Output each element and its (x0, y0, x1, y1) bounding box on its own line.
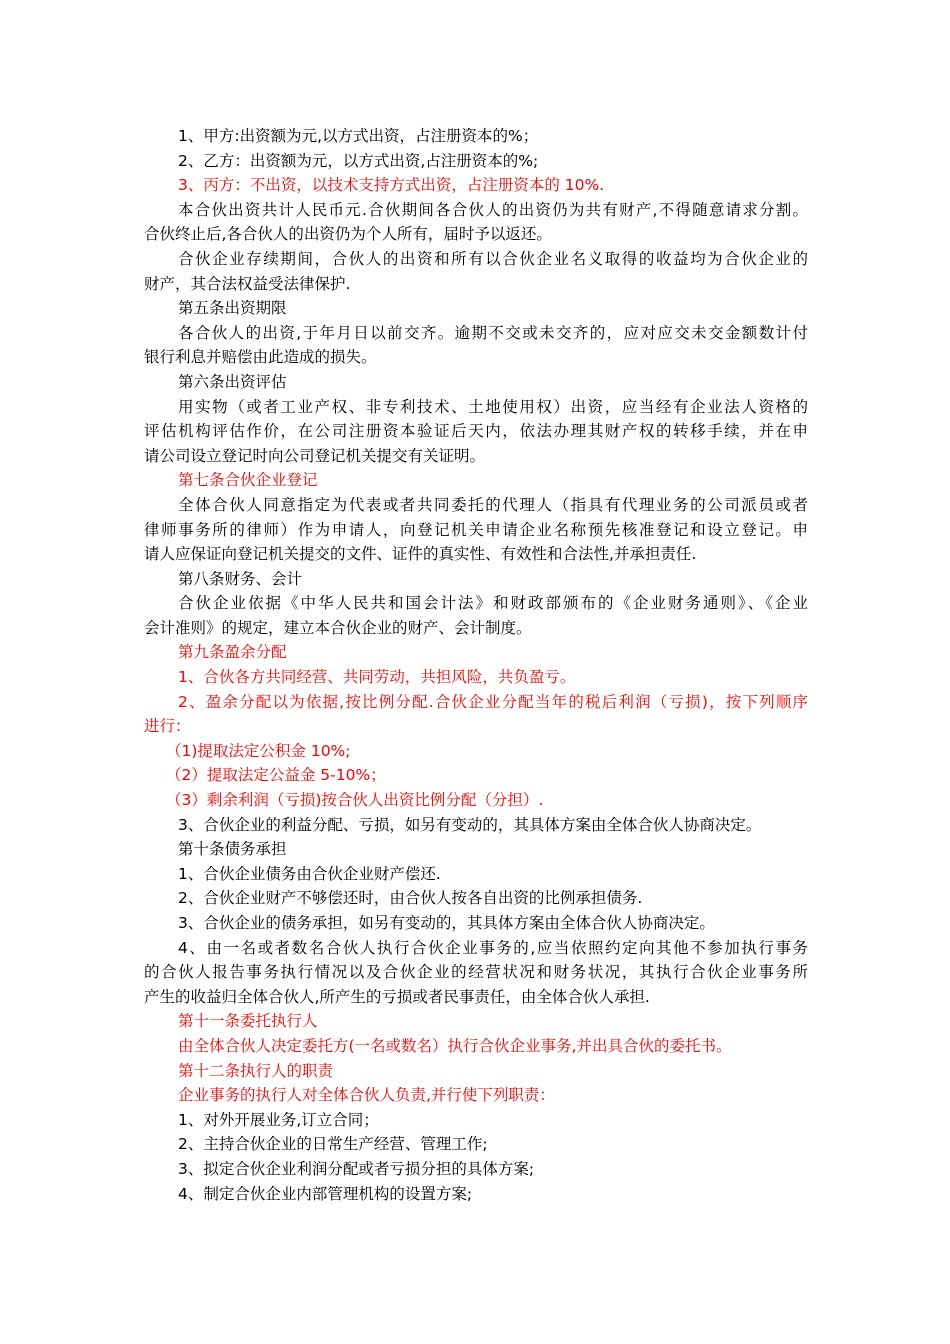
text-line: 1、对外开展业务,订立合同； (178, 1110, 379, 1129)
text-line: 由全体合伙人决定委托方(一名或数名）执行合伙企业事务,并出具合伙的委托书。 (178, 1036, 732, 1055)
text-line: 第九条盈余分配 (178, 643, 287, 662)
text-line: 2、合伙企业财产不够偿还时，由合伙人按各自出资的比例承担债务. (178, 889, 643, 908)
text-line: （2）提取法定公益金 5-10%； (166, 766, 386, 785)
text-line: 3、丙方：不出资，以技术支持方式出资，占注册资本的 10%. (178, 176, 605, 195)
text-line: 第十条债务承担 (178, 840, 287, 859)
text-line: 本合伙出资共计人民币元.合伙期间各合伙人的出资仍为共有财产,不得随意请求分割。 (178, 200, 808, 219)
text-line: 全体合伙人同意指定为代表或者共同委托的代理人（指具有代理业务的公司派员或者 (178, 495, 808, 514)
text-line: 3、合伙企业的债务承担，如另有变动的，其具体方案由全体合伙人协商决定。 (178, 914, 715, 932)
text-line: 律师事务所的律师）作为申请人，向登记机关申请企业名称预先核准登记和设立登记。申 (144, 520, 808, 539)
text-line: 第十二条执行人的职责 (178, 1061, 334, 1080)
text-line: （3）剩余利润（亏损)按合伙人出资比例分配（分担）. (166, 791, 544, 810)
text-line: 2、主持合伙企业的日常生产经营、管理工作; (178, 1135, 488, 1154)
text-line: 4、由一名或者数名合伙人执行合伙企业事务的,应当依照约定向其他不参加执行事务 (178, 938, 808, 957)
text-line: 1、甲方:出资额为元,以方式出资，占注册资本的%； (178, 127, 539, 145)
text-line: 会计准则》的规定，建立本合伙企业的财产、会计制度。 (144, 618, 532, 637)
text-line: 银行利息并赔偿由此造成的损失。 (144, 348, 377, 367)
text-line: 4、制定合伙企业内部管理机构的设置方案; (178, 1184, 473, 1203)
text-line: 第六条出资评估 (178, 372, 287, 391)
text-line: 财产，其合法权益受法律保护. (144, 274, 351, 293)
text-line: 1、合伙各方共同经营、共同劳动，共担风险，共负盈亏。 (178, 668, 576, 687)
text-line: 第五条出资期限 (178, 299, 287, 318)
text-line: 合伙终止后,各合伙人的出资仍为个人所有，届时予以返还。 (144, 225, 552, 244)
text-line: 3、合伙企业的利益分配、亏损，如另有变动的，其具体方案由全体合伙人协商决定。 (178, 815, 762, 834)
text-line: 用实物（或者工业产权、非专利技术、土地使用权）出资，应当经有企业法人资格的 (178, 397, 808, 416)
text-line: 合伙企业存续期间，合伙人的出资和所有以合伙企业名义取得的收益均为合伙企业的 (178, 249, 808, 268)
text-line: 进行： (144, 717, 191, 736)
text-line: 2、乙方：出资额为元，以方式出资,占注册资本的%; (178, 151, 539, 170)
text-line: 请人应保证向登记机关提交的文件、证件的真实性、有效性和合法性,并承担责任. (144, 545, 697, 564)
text-line: 第八条财务、会计 (178, 569, 303, 588)
text-line: 产生的收益归全体合伙人,所产生的亏损或者民事责任，由全体合伙人承担. (144, 987, 650, 1006)
text-line: 请公司设立登记时向公司登记机关提交有关证明。 (144, 446, 486, 465)
text-line: 2、盈余分配以为依据,按比例分配.合伙企业分配当年的税后利润（亏损)，按下列顺序 (178, 692, 808, 711)
text-line: 合伙企业依据《中华人民共和国会计法》和财政部颁布的《企业财务通则》、《企业 (178, 594, 808, 613)
text-line: 1、合伙企业债务由合伙企业财产偿还. (178, 864, 441, 883)
text-line: （1)提取法定公积金 10%; (166, 741, 351, 760)
document-body (144, 124, 808, 1206)
text-line: 第七条合伙企业登记 (178, 471, 318, 490)
text-line: 评估机构评估作价，在公司注册资本验证后天内，依法办理其财产权的转移手续，并在申 (144, 422, 808, 441)
text-line: 各合伙人的出资,于年月日以前交齐。逾期不交或未交齐的，应对应交未交金额数计付 (178, 323, 808, 342)
text-line: 第十一条委托执行人 (178, 1012, 318, 1031)
text-line: 的合伙人报告事务执行情况以及合伙企业的经营状况和财务状况，其执行合伙企业事务所 (144, 963, 808, 982)
text-line: 企业事务的执行人对全体合伙人负责,并行使下列职责： (178, 1086, 555, 1105)
text-line: 3、拟定合伙企业利润分配或者亏损分担的具体方案; (178, 1159, 535, 1178)
